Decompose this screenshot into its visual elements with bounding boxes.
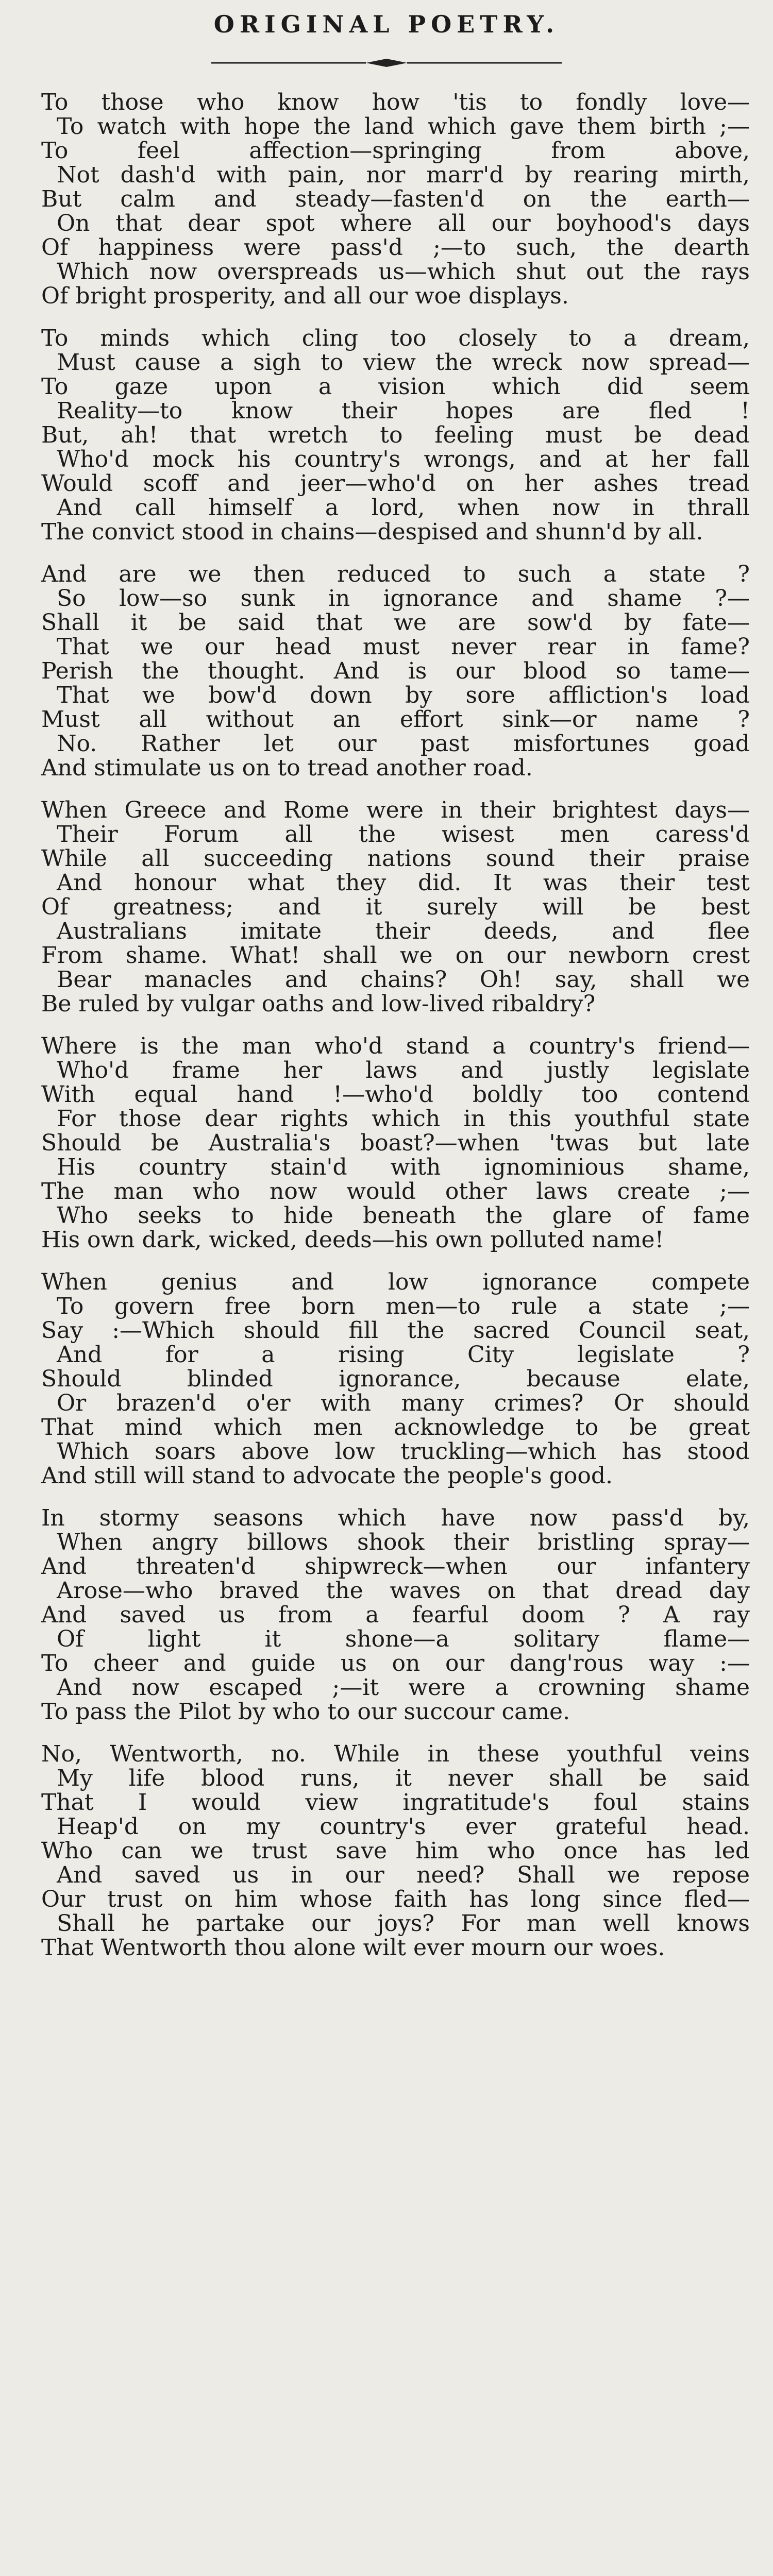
- poem-line: And threaten'd shipwreck—when our infantery: [41, 1553, 750, 1580]
- poem-line: Of light it shone—a solitary flame—: [57, 1626, 750, 1652]
- poem-line: And call himself a lord, when now in thrall: [57, 495, 750, 521]
- poem-line: On that dear spot where all our boyhood's days: [57, 210, 750, 236]
- poem-line: To pass the Pilot by who to our succour came.: [41, 1699, 570, 1725]
- poem-line: Of bright prosperity, and all our woe displays.: [41, 283, 569, 309]
- poem-line: And now escaped ;—it were a crowning shame: [57, 1674, 750, 1701]
- poem-line: But calm and steady—fasten'd on the earth—: [41, 186, 750, 212]
- poem-line: With equal hand !—who'd boldly too contend: [41, 1081, 750, 1108]
- poem-line: And honour what they did. It was their test: [57, 870, 750, 896]
- poem-line: When Greece and Rome were in their brightest days—: [41, 797, 750, 823]
- poem-line: Or brazen'd o'er with many crimes? Or should: [57, 1390, 750, 1416]
- poem-body: [41, 90, 750, 1960]
- poem-line: Perish the thought. And is our blood so tame—: [41, 658, 750, 684]
- poem-line: And still will stand to advocate the people's good.: [41, 1463, 613, 1489]
- poem-line: Arose—who braved the waves on that dread day: [57, 1578, 750, 1604]
- stanza: [41, 798, 750, 1016]
- poem-line: That we bow'd down by sore affliction's load: [57, 682, 750, 708]
- stanza: [41, 90, 750, 308]
- poem-line: Shall it be said that we are sow'd by fate—: [41, 609, 750, 636]
- poem-line: To watch with hope the land which gave them birth ;—: [57, 113, 750, 140]
- poem-line: Not dash'd with pain, nor marr'd by rearing mirth,: [57, 162, 750, 188]
- stanza-gap: [41, 1016, 750, 1034]
- poem-line: The man who now would other laws create ;—: [41, 1178, 750, 1205]
- stanza-gap: [41, 1724, 750, 1742]
- poem-line: Must all without an effort sink—or name ?: [41, 706, 750, 733]
- poem-line: My life blood runs, it never shall be said: [57, 1765, 750, 1791]
- poem-line: Must cause a sigh to view the wreck now spread—: [57, 349, 750, 376]
- poem-line: And saved us in our need? Shall we repose: [57, 1862, 750, 1888]
- poem-line: That we our head must never rear in fame?: [57, 634, 750, 660]
- stanza: [41, 562, 750, 780]
- poem-line: When angry billows shook their bristling spray—: [57, 1529, 750, 1555]
- poem-line: Who'd mock his country's wrongs, and at her fall: [57, 446, 750, 472]
- poem-line: And stimulate us on to tread another road.: [41, 755, 533, 781]
- stanza-gap: [41, 1488, 750, 1506]
- poem-line: To cheer and guide us on our dang'rous way :—: [41, 1650, 750, 1676]
- poem-line: That I would view ingratitude's foul stains: [41, 1789, 750, 1816]
- poem-line: No, Wentworth, no. While in these youthful veins: [41, 1741, 750, 1767]
- poem-line: Who can we trust save him who once has led: [41, 1838, 750, 1864]
- poem-line: Shall he partake our joys? For man well knows: [57, 1910, 750, 1937]
- poem-line: Their Forum all the wisest men caress'd: [57, 821, 750, 848]
- stanza: [41, 1034, 750, 1252]
- poem-line: That Wentworth thou alone wilt ever mourn our woes.: [41, 1935, 665, 1961]
- poem-line: No. Rather let our past misfortunes goad: [57, 731, 750, 757]
- poem-line: Should blinded ignorance, because elate,: [41, 1366, 750, 1392]
- poem-line: The convict stood in chains—despised and shunn'd by all.: [41, 519, 703, 545]
- stanza-gap: [41, 780, 750, 798]
- poem-line: From shame. What! shall we on our newborn crest: [41, 942, 750, 969]
- poem-line: That mind which men acknowledge to be great: [41, 1414, 750, 1440]
- poem-line: Heap'd on my country's ever grateful head.: [57, 1814, 750, 1840]
- poem-line: And for a rising City legislate ?: [57, 1342, 750, 1368]
- section-heading: ORIGINAL POETRY.: [213, 10, 560, 38]
- poem-line: And are we then reduced to such a state ?: [41, 561, 750, 587]
- poem-line: Say :—Which should fill the sacred Council seat,: [41, 1317, 750, 1344]
- poem-line: To minds which cling too closely to a dream,: [41, 325, 750, 351]
- poem-line: To those who know how 'tis to fondly love—: [41, 89, 750, 115]
- poem-line: Which now overspreads us—which shut out the rays: [57, 259, 750, 285]
- poem-line: Of happiness were pass'd ;—to such, the dearth: [41, 234, 750, 261]
- poem-line: So low—so sunk in ignorance and shame ?—: [57, 585, 750, 612]
- stanza-gap: [41, 308, 750, 326]
- poem-line: Who'd frame her laws and justly legislate: [57, 1057, 750, 1083]
- poem-line: Reality—to know their hopes are fled !: [57, 398, 750, 424]
- stanza-gap: [41, 1252, 750, 1270]
- poem-line: For those dear rights which in this youthful state: [57, 1106, 750, 1132]
- stanza-gap: [41, 544, 750, 562]
- poem-line: Bear manacles and chains? Oh! say, shall we: [57, 967, 750, 993]
- poem-line: Our trust on him whose faith has long since fled—: [41, 1886, 750, 1912]
- poem-line: Should be Australia's boast?—when 'twas but late: [41, 1130, 750, 1156]
- stanza: [41, 1742, 750, 1960]
- poem-line: To gaze upon a vision which did seem: [41, 374, 750, 400]
- poem-line: Where is the man who'd stand a country's friend—: [41, 1033, 750, 1059]
- poem-line: To govern free born men—to rule a state ;—: [57, 1293, 750, 1319]
- poem-line: His country stain'd with ignominious shame,: [57, 1154, 750, 1180]
- stanza: [41, 326, 750, 544]
- poem-line: When genius and low ignorance compete: [41, 1269, 750, 1295]
- poem-line: Of greatness; and it surely will be best: [41, 894, 750, 920]
- poem-line: Which soars above low truckling—which has stood: [57, 1438, 750, 1465]
- poem-line: To feel affection—springing from above,: [41, 138, 750, 164]
- heading-ornament-rule: [211, 58, 562, 68]
- poem-line: In stormy seasons which have now pass'd by,: [41, 1505, 750, 1531]
- poem-line: Would scoff and jeer—who'd on her ashes tread: [41, 470, 750, 497]
- poem-line: His own dark, wicked, deeds—his own polluted name!: [41, 1227, 664, 1253]
- poem-line: While all succeeding nations sound their praise: [41, 845, 750, 872]
- stanza: [41, 1506, 750, 1724]
- poem-line: Who seeks to hide beneath the glare of fame: [57, 1202, 750, 1229]
- poem-line: Australians imitate their deeds, and flee: [57, 918, 750, 944]
- stanza: [41, 1270, 750, 1488]
- poem-line: Be ruled by vulgar oaths and low-lived ribaldry?: [41, 991, 596, 1017]
- poem-line: But, ah! that wretch to feeling must be dead: [41, 422, 750, 448]
- poem-line: And saved us from a fearful doom ? A ray: [41, 1602, 750, 1628]
